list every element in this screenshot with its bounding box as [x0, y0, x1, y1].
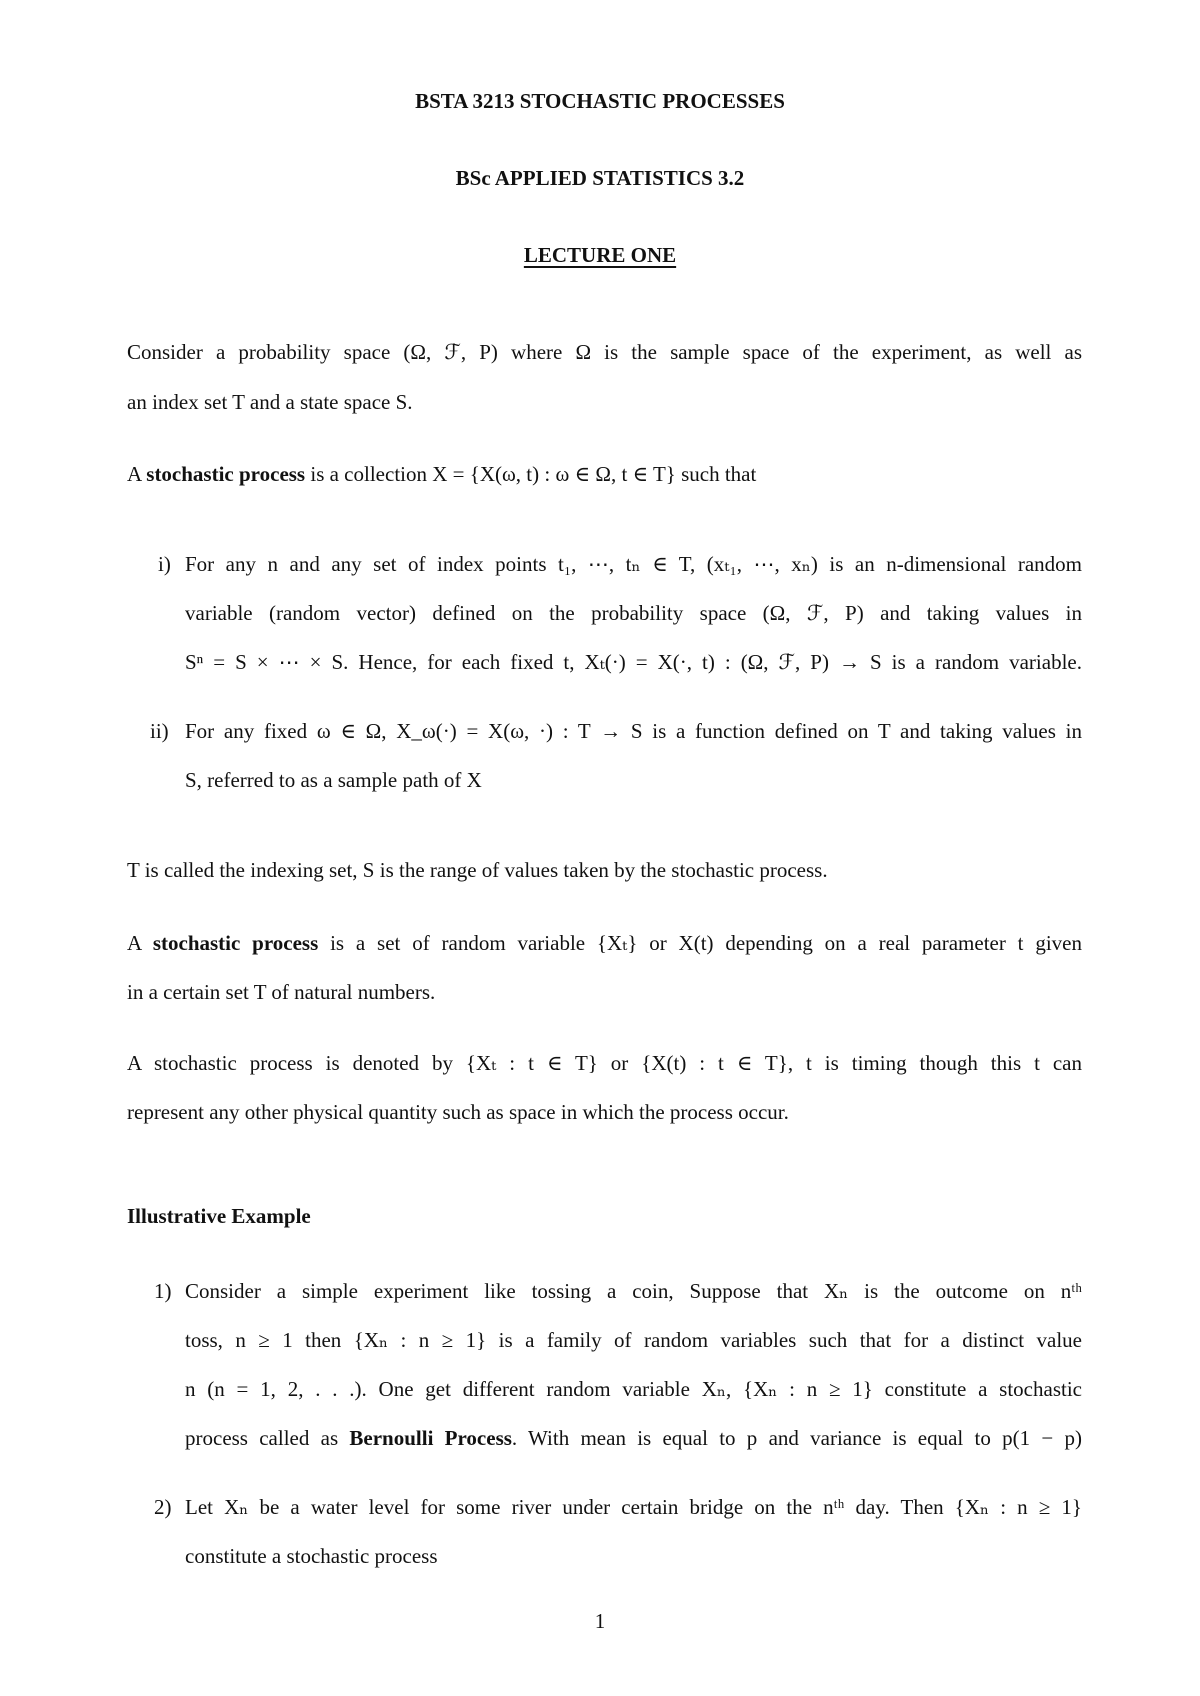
condition-ii-line-2: S, referred to as a sample path of X — [185, 768, 482, 792]
definition-prefix: A — [127, 462, 147, 486]
condition-i-line-2: variable (random vector) defined on the probability space (Ω, ℱ, P) and taking values in — [185, 601, 1082, 625]
condition-ii-line-1: For any fixed ω ∈ Ω, X_ω(·) = X(ω, ·) : T → S is a function defined on T and taking values in — [185, 719, 1082, 743]
notation-line-2: represent any other physical quantity such as space in which the process occur. — [127, 1100, 789, 1124]
condition-i-line-3: Sⁿ = S × ⋯ × S. Hence, for each fixed t, Xₜ(·) = X(·, t) : (Ω, ℱ, P) → S is a random variable. — [185, 650, 1082, 674]
definition2-rest: is a set of random variable {Xₜ} or X(t) depending on a real parameter t given — [318, 931, 1082, 955]
definition-rest: is a collection X = {X(ω, t) : ω ∈ Ω, t ∈ T} such that — [305, 462, 757, 486]
page-number: 1 — [594, 1609, 606, 1633]
intro-line-1: Consider a probability space (Ω, ℱ, P) where Ω is the sample space of the experiment, as well as — [127, 340, 1082, 364]
definition2-line-2: in a certain set T of natural numbers. — [127, 980, 436, 1004]
definition2-term: stochastic process — [152, 931, 319, 955]
definition2-prefix: A — [127, 931, 153, 955]
example-2-line-2: constitute a stochastic process — [185, 1544, 438, 1568]
example-1-line-4 — [185, 1428, 1082, 1449]
condition-i-line-1: For any n and any set of index points t₁, ⋯, tₙ ∈ T, (xₜ₁, ⋯, xₙ) is an n-dimensional random — [185, 552, 1082, 576]
list-marker: i) — [158, 552, 171, 576]
example-1-line-1: Consider a simple experiment like tossing a coin, Suppose that Xₙ is the outcome on nᵗʰ — [185, 1279, 1082, 1303]
intro-line-2: an index set T and a state space S. — [127, 390, 413, 414]
course-title: BSTA 3213 STOCHASTIC PROCESSES — [415, 89, 785, 113]
example-1-last-prefix: process called as — [185, 1426, 350, 1450]
indexing-paragraph: T is called the indexing set, S is the range of values taken by the stochastic process. — [127, 858, 828, 882]
notation-line-1: A stochastic process is denoted by {Xₜ : t ∈ T} or {X(t) : t ∈ T}, t is timing though this t can — [127, 1051, 1082, 1075]
example-2-line-1: Let Xₙ be a water level for some river under certain bridge on the nᵗʰ day. Then {Xₙ : n ≥ 1} — [185, 1495, 1082, 1519]
example-heading: Illustrative Example — [127, 1204, 311, 1228]
list-marker: ii) — [150, 719, 169, 743]
lecture-title: LECTURE ONE — [523, 243, 677, 267]
list-marker: 1) — [154, 1279, 172, 1303]
programme-title: BSc APPLIED STATISTICS 3.2 — [455, 166, 745, 190]
list-marker: 2) — [154, 1495, 172, 1519]
definition-paragraph — [127, 464, 756, 485]
example-1-line-2: toss, n ≥ 1 then {Xₙ : n ≥ 1} is a family of random variables such that for a distinct value — [185, 1328, 1082, 1352]
definition-term: stochastic process — [146, 462, 306, 486]
example-1-last-rest: . With mean is equal to p and variance is equal to p(1 − p) — [511, 1426, 1082, 1450]
example-1-line-3: n (n = 1, 2, . . .). One get different random variable Xₙ, {Xₙ : n ≥ 1} constitute a stochastic — [185, 1377, 1082, 1401]
definition2-line-1 — [127, 933, 1082, 954]
bernoulli-process-term: Bernoulli Process — [349, 1426, 512, 1450]
